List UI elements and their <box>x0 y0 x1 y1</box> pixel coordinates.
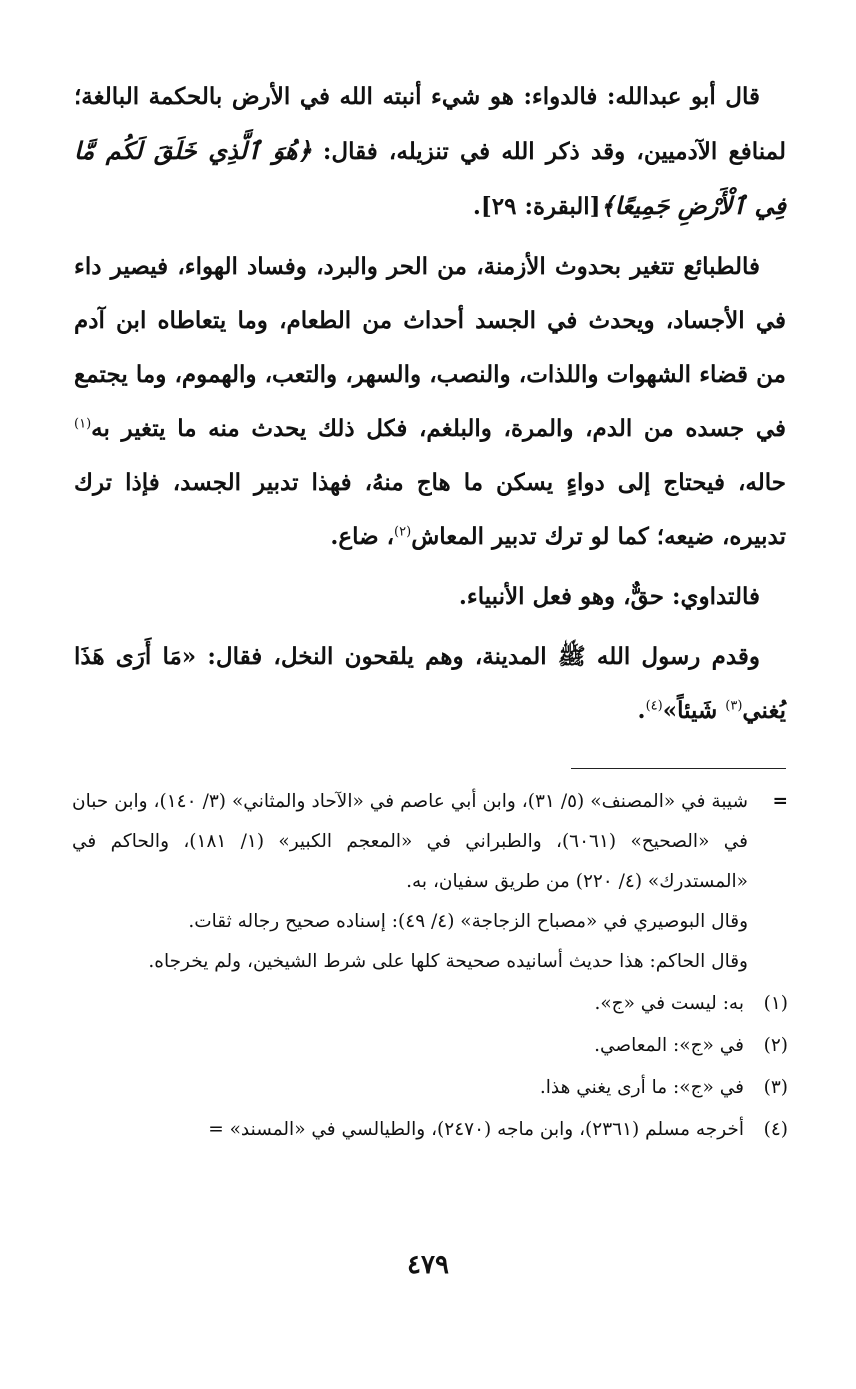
paragraph-2-text-a: فالطبائع تتغير بحدوث الأزمنة، من الحر والبرد، وفساد الهواء، فيصير داء في الأجساد، ويحدث في الجسد أحداث من الطعام، وما يتعاطاه ابن آدم من قضاء الشهوات واللذات، والنصب، والسهر، والتعب، والهموم، وما يجتمع في جسده من الدم، والمرة، والبلغم، فكل ذلك يحدث منه ما يتغير به <box>74 253 786 442</box>
footnote-ref-3: (٣) <box>725 698 743 714</box>
paragraph-4-text-c: . <box>637 697 646 724</box>
paragraph-1 <box>74 70 786 234</box>
footnote-item <box>72 1110 788 1150</box>
footnote-text: في «ج»: ما أرى يغني هذا. <box>539 1077 744 1098</box>
paragraph-2 <box>74 240 786 564</box>
footnote-item <box>72 1026 788 1066</box>
paragraph-4-text-a: وقدم رسول الله ﷺ المدينة، وهم يلقحون النخل، فقال: «مَا أَرَى هَذَا يُغني <box>74 643 786 724</box>
footnote-text: به: ليست في «ج». <box>594 993 744 1014</box>
page-number: ٤٧٩ <box>407 1250 449 1280</box>
main-text <box>74 70 786 738</box>
footnote-ref-1: (١) <box>74 416 92 432</box>
footnote-ref-4: (٤) <box>645 698 663 714</box>
footnotes <box>72 782 788 1150</box>
footnote-ref-2: (٢) <box>394 524 412 540</box>
footnote-text: في «ج»: المعاصي. <box>594 1035 744 1056</box>
footnote-text: أخرجه مسلم (٢٣٦١)، وابن ماجه (٢٤٧٠)، والطيالسي في «المسند» = <box>208 1119 744 1140</box>
continuation-line: شيبة في «المصنف» (٥/ ٣١)، وابن أبي عاصم في «الآحاد والمثاني» (٣/ ١٤٠)، وابن حبان في «الصحيح» (٦٠٦١)، والطبراني في «المعجم الكبير» (١/ ١٨١)، والحاكم في «المستدرك» (٤/ ٢٢٠) من طريق سفيان، به. <box>72 791 749 892</box>
continuation-line: وقال الحاكم: هذا حديث أسانيده صحيحة كلها على شرط الشيخين، ولم يخرجاه. <box>148 951 748 972</box>
continuation-line: وقال البوصيري في «مصباح الزجاجة» (٤/ ٤٩): إسناده صحيح رجاله ثقات. <box>188 911 748 932</box>
continuation-body <box>72 782 748 982</box>
footnote-number: (٣) <box>763 1077 788 1098</box>
paragraph-3 <box>74 570 786 624</box>
paragraph-3-text: فالتداوي: حقٌّ، وهو فعل الأنبياء. <box>458 583 760 610</box>
footnote-number: (٢) <box>763 1035 788 1056</box>
continuation-marker: = <box>772 791 788 812</box>
paragraph-4 <box>74 630 786 738</box>
footnote-item <box>72 984 788 1024</box>
footnote-divider <box>571 768 786 769</box>
paragraph-4-text-b: شَيئاً» <box>662 697 726 724</box>
quran-citation: [البقرة: ٢٩]. <box>472 193 601 220</box>
footnote-number: (١) <box>763 993 788 1014</box>
footnote-continuation <box>72 782 788 982</box>
footnote-item <box>72 1068 788 1108</box>
paragraph-1-text: قال أبو عبدالله: فالدواء: هو شيء أنبته الله في الأرض بالحكمة البالغة؛ لمنافع الآدميين، وقد ذكر الله في تنزيله، فقال: <box>74 83 786 165</box>
footnote-number: (٤) <box>763 1119 788 1140</box>
quran-verse: ﴿هُوَ ٱلَّذِي خَلَقَ لَكُم مَّا فِي ٱلْأَرْضِ جَمِيعًا﴾ <box>74 136 786 220</box>
paragraph-2-text-c: ، ضاع. <box>330 523 395 550</box>
paragraph-2-text-b: حاله، فيحتاج إلى دواءٍ يسكن ما هاج منهُ، فهذا تدبير الجسد، فإذا ترك تدبيره، ضيعه؛ كما لو ترك تدبير المعاش <box>74 469 786 550</box>
